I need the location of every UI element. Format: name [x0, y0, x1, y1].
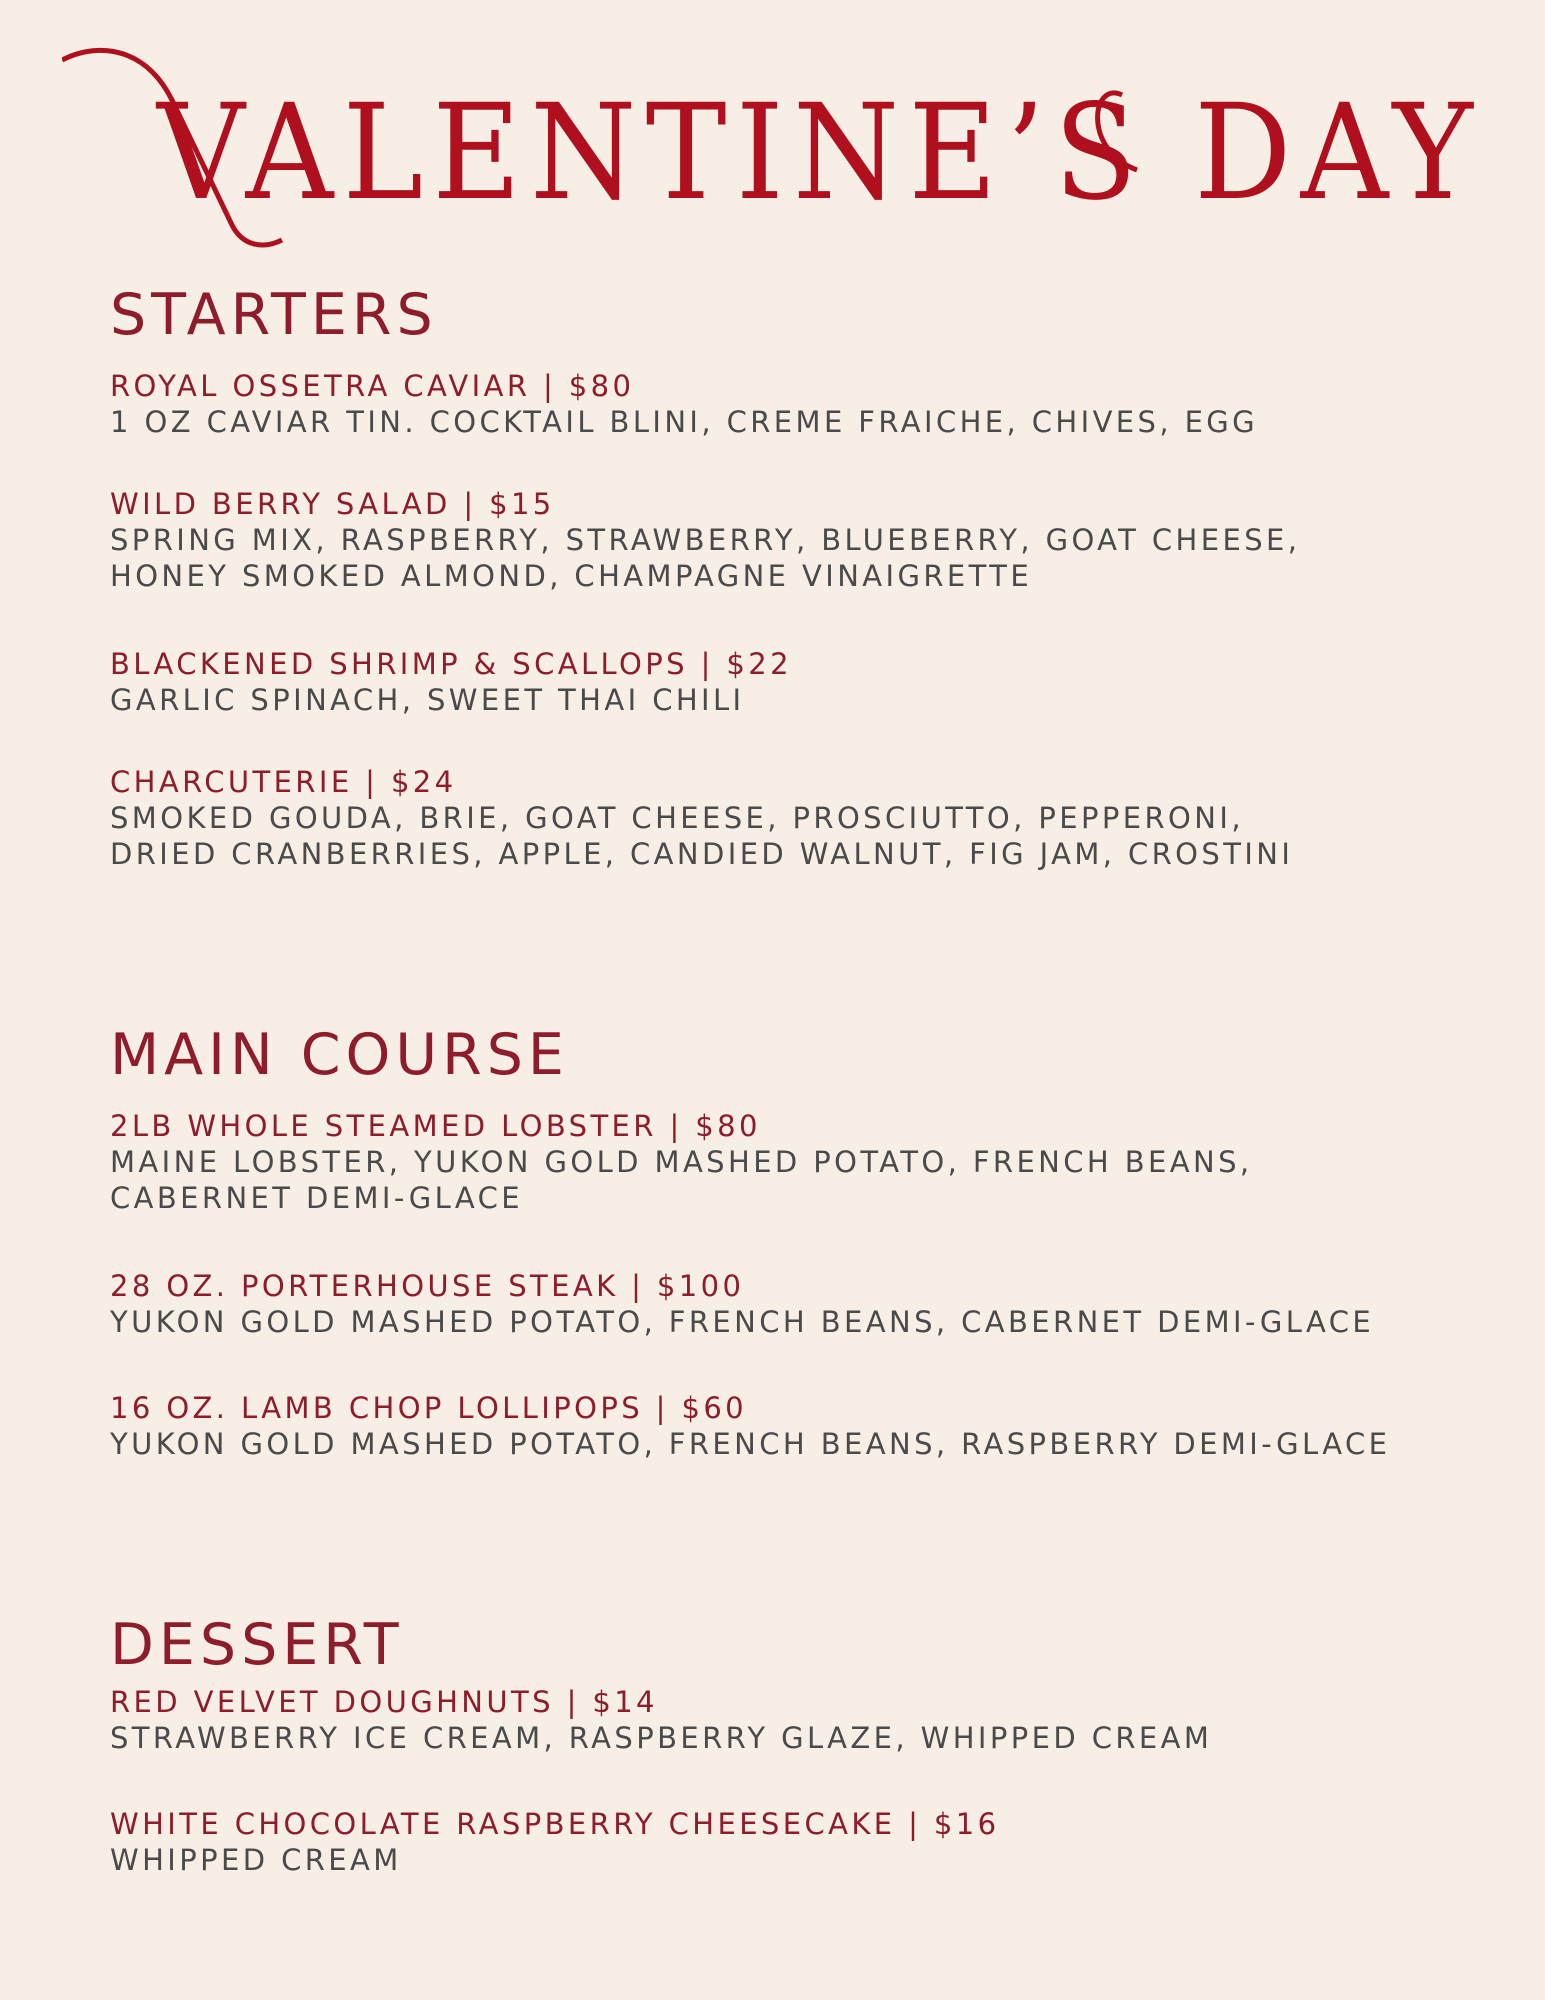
- section-dessert: [110, 1610, 1490, 1877]
- item-name: CHARCUTERIE | $24: [110, 765, 457, 799]
- item-name: BLACKENED SHRIMP & SCALLOPS | $22: [110, 647, 792, 681]
- item-name: 16 OZ. LAMB CHOP LOLLIPOPS | $60: [110, 1391, 748, 1425]
- item-description: WHIPPED CREAM: [110, 1843, 402, 1877]
- item-name: 2LB WHOLE STEAMED LOBSTER | $80: [110, 1109, 761, 1143]
- menu-item: [110, 1806, 999, 1878]
- menu-item: [110, 1390, 1390, 1462]
- menu-title-wordmark: [62, 40, 1492, 250]
- menu-title-text: VALENTINE’S DAY: [155, 76, 1483, 230]
- item-description: YUKON GOLD MASHED POTATO, FRENCH BEANS, RASPBERRY DEMI-GLACE: [110, 1427, 1391, 1461]
- menu-title: [62, 40, 1492, 250]
- item-name: ROYAL OSSETRA CAVIAR | $80: [110, 369, 635, 403]
- item-description: STRAWBERRY ICE CREAM, RASPBERRY GLAZE, WHIPPED CREAM: [110, 1721, 1213, 1755]
- section-starters: [110, 280, 1490, 871]
- section-main-course: [110, 1020, 1490, 1461]
- item-description: 1 OZ CAVIAR TIN. COCKTAIL BLINI, CREME FRAICHE, CHIVES, EGG: [110, 405, 1259, 439]
- item-description: YUKON GOLD MASHED POTATO, FRENCH BEANS, CABERNET DEMI-GLACE: [110, 1305, 1375, 1339]
- menu-item: [110, 1268, 1374, 1340]
- menu-item: [110, 1108, 1253, 1216]
- section-heading: STARTERS: [110, 282, 438, 348]
- item-name: 28 OZ. PORTERHOUSE STEAK | $100: [110, 1269, 745, 1303]
- menu-item: [110, 1684, 1212, 1756]
- item-description: SMOKED GOUDA, BRIE, GOAT CHEESE, PROSCIUTTO, PEPPERONI, DRIED CRANBERRIES, APPLE, CANDIED WALNUT, FIG JAM, CROSTINI: [110, 801, 1294, 871]
- section-heading: MAIN COURSE: [110, 1022, 569, 1088]
- menu-item: [110, 368, 1258, 440]
- item-description: MAINE LOBSTER, YUKON GOLD MASHED POTATO, FRENCH BEANS, CABERNET DEMI-GLACE: [110, 1145, 1253, 1215]
- section-heading: DESSERT: [110, 1612, 404, 1678]
- menu-item: [110, 486, 1300, 594]
- menu-item: [110, 764, 1293, 872]
- item-description: GARLIC SPINACH, SWEET THAI CHILI: [110, 683, 745, 717]
- menu-item: [110, 646, 792, 718]
- item-name: RED VELVET DOUGHNUTS | $14: [110, 1685, 658, 1719]
- item-name: WILD BERRY SALAD | $15: [110, 487, 555, 521]
- item-description: SPRING MIX, RASPBERRY, STRAWBERRY, BLUEBERRY, GOAT CHEESE, HONEY SMOKED ALMOND, CHAMPAGNE VINAIGRETTE: [110, 523, 1301, 593]
- item-name: WHITE CHOCOLATE RASPBERRY CHEESECAKE | $16: [110, 1807, 1000, 1841]
